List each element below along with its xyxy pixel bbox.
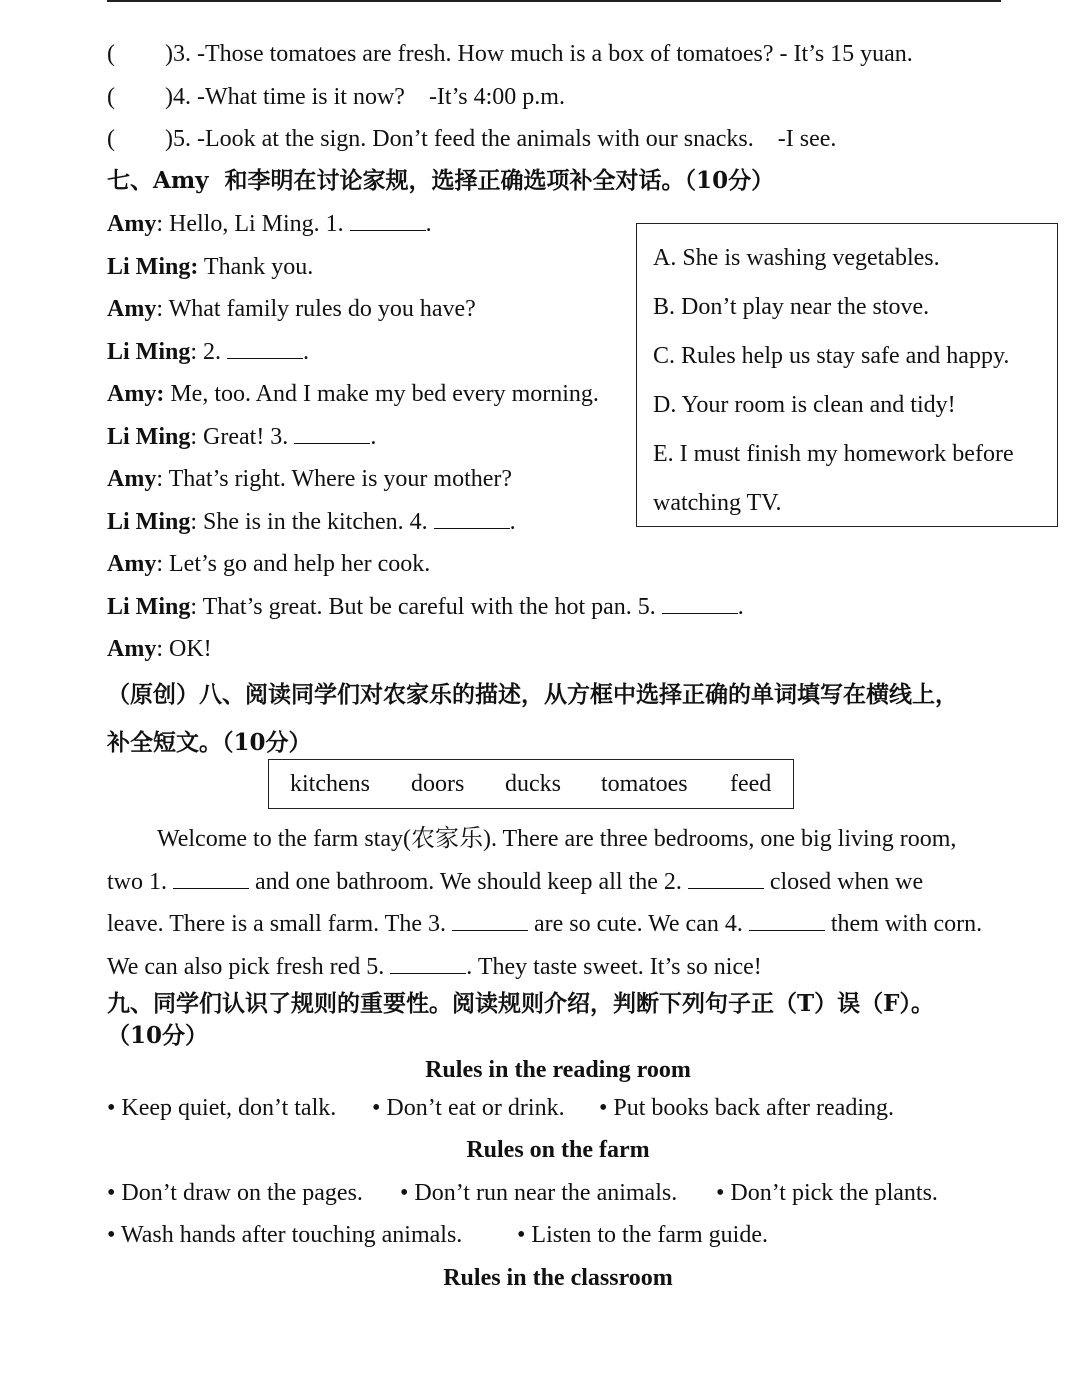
answer-blank[interactable] (749, 910, 825, 931)
rule-item: • Put books back after reading. (599, 1095, 894, 1121)
classroom-rules-title: Rules in the classroom (443, 1265, 673, 1291)
option-c: C. Rules help us stay safe and happy. (653, 343, 1010, 369)
answer-blank[interactable] (452, 910, 528, 931)
dialogue-line: Amy: That’s right. Where is your mother? (107, 466, 513, 492)
question-4: ( )4. -What time is it now? -It’s 4:00 p.m. (107, 84, 565, 110)
rule-item: • Don’t run near the animals. (400, 1180, 678, 1206)
dialogue-line: Li Ming: Thank you. (107, 254, 314, 280)
option-a: A. She is washing vegetables. (653, 245, 940, 271)
answer-blank[interactable] (688, 868, 764, 889)
dialogue-line: Li Ming: She is in the kitchen. 4. . (107, 509, 516, 535)
passage-line: Welcome to the farm stay(农家乐). There are three bedrooms, one big living room, (157, 826, 957, 852)
option-b: B. Don’t play near the stove. (653, 294, 930, 320)
option-d: D. Your room is clean and tidy! (653, 392, 956, 418)
word-bank-item: feed (730, 771, 772, 797)
option-e-continued: watching TV. (653, 490, 782, 516)
section-9-heading: 九、同学们认识了规则的重要性。阅读规则介绍，判断下列句子正（T）误（F）。 (107, 990, 934, 1017)
rule-item: • Wash hands after touching animals. (107, 1222, 463, 1248)
word-bank (268, 759, 794, 809)
section-9-heading-cont: （10分） (107, 1022, 209, 1049)
question-3: ( )3. -Those tomatoes are fresh. How much is a box of tomatoes? - It’s 15 yuan. (107, 41, 913, 67)
section-8-heading: （原创）八、阅读同学们对农家乐的描述，从方框中选择正确的单词填写在横线上， (107, 681, 958, 708)
word-bank-item: ducks (505, 771, 561, 797)
rule-item: • Don’t pick the plants. (716, 1180, 938, 1206)
answer-blank[interactable] (390, 953, 466, 974)
dialogue-line: Amy: Hello, Li Ming. 1. . (107, 211, 432, 237)
answer-blank[interactable] (294, 423, 370, 444)
dialogue-line: Li Ming: That’s great. But be careful with the hot pan. 5. . (107, 594, 744, 620)
word-bank-item: tomatoes (601, 771, 688, 797)
rule-item: • Listen to the farm guide. (517, 1222, 769, 1248)
word-bank-item: kitchens (290, 771, 370, 797)
passage-line: two 1. and one bathroom. We should keep all the 2. closed when we (107, 869, 924, 895)
question-5: ( )5. -Look at the sign. Don’t feed the animals with our snacks. -I see. (107, 126, 837, 152)
section-8-heading-cont: 补全短文。（10分） (107, 729, 312, 756)
passage-line: We can also pick fresh red 5. . They taste sweet. It’s so nice! (107, 954, 762, 980)
rule-item: • Don’t draw on the pages. (107, 1180, 363, 1206)
rule-item: • Keep quiet, don’t talk. (107, 1095, 337, 1121)
answer-blank[interactable] (227, 338, 303, 359)
dialogue-line: Amy: Let’s go and help her cook. (107, 551, 431, 577)
farm-rules-title: Rules on the farm (466, 1137, 650, 1163)
dialogue-line: Amy: Me, too. And I make my bed every morning. (107, 381, 599, 407)
option-e: E. I must finish my homework before (653, 441, 1014, 467)
word-bank-item: doors (411, 771, 465, 797)
top-rule (107, 0, 1001, 2)
section-7-heading: 七、Amy 和李明在讨论家规，选择正确选项补全对话。（10分） (107, 167, 775, 194)
dialogue-line: Li Ming: Great! 3. . (107, 424, 377, 450)
answer-blank[interactable] (350, 210, 426, 231)
dialogue-line: Amy: OK! (107, 636, 212, 662)
answer-blank[interactable] (662, 593, 738, 614)
options-box (636, 223, 1058, 527)
reading-room-title: Rules in the reading room (425, 1057, 691, 1083)
rule-item: • Don’t eat or drink. (372, 1095, 565, 1121)
dialogue-line: Li Ming: 2. . (107, 339, 310, 365)
dialogue-line: Amy: What family rules do you have? (107, 296, 476, 322)
answer-blank[interactable] (173, 868, 249, 889)
answer-blank[interactable] (434, 508, 510, 529)
passage-line: leave. There is a small farm. The 3. are so cute. We can 4. them with corn. (107, 911, 983, 937)
